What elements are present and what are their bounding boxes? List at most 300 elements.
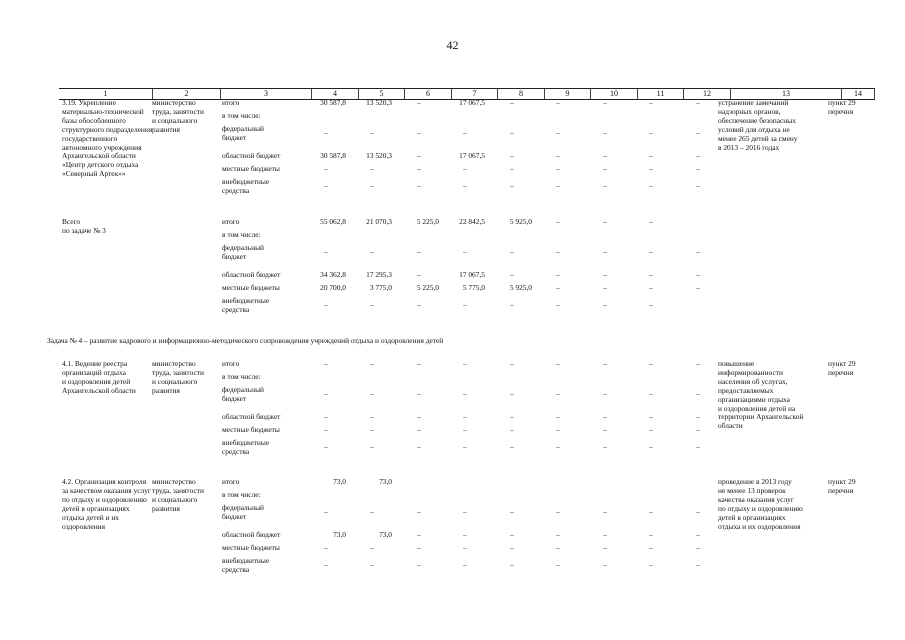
column-header-11: 11 <box>637 89 683 99</box>
funding-source-label <box>222 360 239 369</box>
funding-source-label <box>222 152 280 161</box>
table-cell-value: – <box>649 164 653 173</box>
link-reference-line: пункт 29 <box>828 98 856 107</box>
expected-result-line: устранение замечаний <box>718 98 789 107</box>
table-cell-value: – <box>324 164 328 173</box>
table-cell-value: – <box>370 389 374 398</box>
funding-source-label-line: федеральный <box>222 503 264 512</box>
table-cell-value: – <box>649 270 653 279</box>
table-cell-value: – <box>324 507 328 516</box>
funding-source-label <box>222 491 261 500</box>
table-cell-value: – <box>324 300 328 309</box>
measure-name-line: 4.2. Организация контроля <box>62 477 147 486</box>
table-cell-value: – <box>556 543 560 552</box>
measure-name-line: организаций отдыха <box>62 367 126 377</box>
table-cell-value: – <box>696 283 700 292</box>
column-header-1: 1 <box>103 89 108 98</box>
table-cell-value: – <box>417 300 421 309</box>
table-cell-value: – <box>324 442 328 451</box>
table-cell-value: – <box>556 412 560 421</box>
table-cell-value: 17 067,5 <box>459 270 485 279</box>
responsible-executor-line: министерство <box>152 98 196 107</box>
table-cell-value: – <box>417 507 421 516</box>
table-cell-value: – <box>649 389 653 398</box>
table-cell-value: – <box>696 530 700 539</box>
table-cell-value: 55 062,8 <box>320 217 346 226</box>
funding-source-label-line: средства <box>222 446 250 456</box>
funding-source-label <box>222 439 269 457</box>
measure-name-line: по отдыху и оздоровлению <box>62 494 147 504</box>
table-cell-value: – <box>603 359 607 368</box>
table-cell-value: – <box>556 164 560 173</box>
table-cell-value: – <box>417 560 421 569</box>
expected-result-line: и оздоровления детей на <box>718 403 796 413</box>
funding-source-label-line: федеральный <box>222 124 264 133</box>
table-cell-value: – <box>696 359 700 368</box>
link-reference-line: пункт 29 <box>828 477 856 486</box>
measure-name-line: «Центр детского отдыха <box>62 160 139 170</box>
expected-result-line: отдыха и их оздоровления <box>718 521 801 531</box>
measure-name-line: государственного <box>62 133 118 143</box>
table-cell-value: – <box>463 507 467 516</box>
column-header-10: 10 <box>590 89 637 99</box>
responsible-executor-line: труда, занятости <box>152 106 204 116</box>
table-cell-value: – <box>510 164 514 173</box>
table-cell-value: – <box>510 530 514 539</box>
expected-result-line: территории Архангельской <box>718 412 804 422</box>
funding-source-label <box>222 165 280 174</box>
link-reference-line: перечня <box>828 485 854 495</box>
table-cell-value: – <box>324 412 328 421</box>
table-cell-value: 5 925,0 <box>509 283 532 292</box>
funding-source-label-line: федеральный <box>222 385 264 394</box>
measure-name-line: детей в организациях <box>62 503 130 513</box>
responsible-executor-line: министерство <box>152 477 196 486</box>
table-cell-value: – <box>696 128 700 137</box>
funding-source-label-line: бюджет <box>222 393 247 403</box>
funding-source-label <box>222 504 264 522</box>
funding-source-label-line: внебюджетные <box>222 438 270 447</box>
responsible-executor <box>152 99 204 135</box>
table-cell-value: – <box>603 530 607 539</box>
expected-result-line: не менее 13 проверок <box>718 485 786 495</box>
funding-source-label <box>222 297 269 315</box>
expected-result-line: организациями отдыха <box>718 394 790 404</box>
funding-source-label-line: областной бюджет <box>222 412 281 421</box>
expected-result-line: повышение <box>718 359 755 368</box>
table-cell-value: – <box>603 98 607 107</box>
column-header-14: 14 <box>841 89 875 99</box>
expected-result-line: условий для отдыха не <box>718 124 790 134</box>
table-cell-value: – <box>696 151 700 160</box>
link-reference <box>828 99 856 117</box>
responsible-executor <box>152 360 204 396</box>
table-cell-value: – <box>417 412 421 421</box>
expected-result-line: обеспечение безопасных <box>718 115 796 125</box>
funding-source-label-line: в том числе: <box>222 230 261 239</box>
table-cell-value: – <box>324 359 328 368</box>
table-cell-value: – <box>556 128 560 137</box>
funding-source-label-line: местные бюджеты <box>222 164 280 173</box>
funding-source-label-line: в том числе: <box>222 490 261 499</box>
expected-result <box>718 99 798 152</box>
table-cell-value: – <box>556 389 560 398</box>
table-cell-value: 22 842,5 <box>459 217 485 226</box>
table-cell-value: – <box>603 283 607 292</box>
table-cell-value: – <box>417 181 421 190</box>
link-reference-line: перечня <box>828 367 854 377</box>
funding-source-label <box>222 112 261 121</box>
table-cell-value: – <box>603 543 607 552</box>
funding-source-label <box>222 544 280 553</box>
table-cell-value: – <box>556 530 560 539</box>
table-cell-value: – <box>649 507 653 516</box>
measure-name-line: автономного учреждения <box>62 142 142 152</box>
table-cell-value: – <box>370 442 374 451</box>
table-cell-value: – <box>417 389 421 398</box>
funding-source-label <box>222 99 239 108</box>
measure-name-line: за качеством оказания услуг <box>62 485 151 495</box>
table-cell-value: – <box>417 543 421 552</box>
table-cell-value: – <box>510 98 514 107</box>
table-cell-value: – <box>370 560 374 569</box>
table-cell-value: – <box>324 247 328 256</box>
funding-source-label <box>222 125 264 143</box>
responsible-executor-line: и социального <box>152 376 198 386</box>
expected-result-line: области <box>718 421 743 431</box>
responsible-executor-line: министерство <box>152 359 196 368</box>
table-cell-value: – <box>510 560 514 569</box>
column-header-7: 7 <box>451 89 497 99</box>
measure-name-line: базы обособленного <box>62 115 126 125</box>
funding-source-label-line: средства <box>222 304 250 314</box>
funding-source-label-line: внебюджетные <box>222 556 270 565</box>
column-header-8: 8 <box>497 89 544 99</box>
table-cell-value: – <box>324 543 328 552</box>
responsible-executor-line: труда, занятости <box>152 367 204 377</box>
column-header-12: 12 <box>683 89 730 99</box>
funding-source-label-line: внебюджетные <box>222 296 270 305</box>
column-header-9: 9 <box>544 89 590 99</box>
table-cell-value: – <box>556 247 560 256</box>
table-cell-value: – <box>370 507 374 516</box>
responsible-executor-line: развития <box>152 385 180 395</box>
table-cell-value: – <box>603 270 607 279</box>
table-cell-value: – <box>696 164 700 173</box>
funding-source-label-line: итого <box>222 98 240 107</box>
funding-source-label-line: в том числе: <box>222 111 261 120</box>
table-cell-value: – <box>510 389 514 398</box>
funding-source-label <box>222 231 261 240</box>
table-cell-value: – <box>603 442 607 451</box>
funding-source-label-line: областной бюджет <box>222 530 281 539</box>
measure-name <box>62 360 136 396</box>
funding-source-label-line: средства <box>222 185 250 195</box>
table-cell-value: 3 775,0 <box>369 283 392 292</box>
table-cell-value: – <box>510 543 514 552</box>
table-cell-value: 30 587,8 <box>320 98 346 107</box>
expected-result-line: надзорных органов, <box>718 106 781 116</box>
table-cell-value: – <box>696 425 700 434</box>
table-cell-value: – <box>463 359 467 368</box>
table-cell-value: – <box>417 270 421 279</box>
funding-source-label <box>222 413 280 422</box>
funding-source-label-line: внебюджетные <box>222 177 270 186</box>
table-cell-value: – <box>603 128 607 137</box>
table-cell-value: – <box>556 217 560 226</box>
table-cell-value: 5 225,0 <box>416 217 439 226</box>
table-cell-value: – <box>417 128 421 137</box>
responsible-executor-line: развития <box>152 124 180 134</box>
table-cell-value: 20 700,0 <box>320 283 346 292</box>
table-cell-value: – <box>649 128 653 137</box>
table-cell-value: – <box>603 181 607 190</box>
table-cell-value: – <box>510 247 514 256</box>
table-cell-value: – <box>417 359 421 368</box>
funding-source-label-line: средства <box>222 564 250 574</box>
link-reference-line: пункт 29 <box>828 359 856 368</box>
funding-source-label <box>222 557 269 575</box>
table-cell-value: – <box>556 181 560 190</box>
funding-source-label <box>222 426 280 435</box>
table-cell-value: – <box>603 425 607 434</box>
table-cell-value: – <box>603 151 607 160</box>
table-cell-value: – <box>556 425 560 434</box>
table-cell-value: – <box>556 560 560 569</box>
table-cell-value: 73,0 <box>333 477 346 486</box>
table-cell-value: – <box>370 425 374 434</box>
table-cell-value: – <box>417 151 421 160</box>
measure-name-line: и оздоровления детей <box>62 376 131 386</box>
measure-name-line: Архангельской области <box>62 385 136 395</box>
table-cell-value: – <box>463 247 467 256</box>
table-cell-value: – <box>463 300 467 309</box>
table-cell-value: – <box>603 217 607 226</box>
link-reference <box>828 360 856 378</box>
table-cell-value: – <box>463 389 467 398</box>
measure-name-line: Архангельской области <box>62 151 136 161</box>
table-cell-value: – <box>370 412 374 421</box>
table-cell-value: – <box>556 151 560 160</box>
funding-source-label <box>222 218 239 227</box>
funding-source-label-line: областной бюджет <box>222 151 281 160</box>
measure-name <box>62 478 151 531</box>
funding-source-label-line: итого <box>222 477 240 486</box>
table-cell-value: – <box>417 530 421 539</box>
table-cell-value: 5 225,0 <box>416 283 439 292</box>
table-cell-value: – <box>649 425 653 434</box>
column-header-6: 6 <box>404 89 451 99</box>
table-cell-value: – <box>696 247 700 256</box>
funding-source-label <box>222 531 280 540</box>
funding-source-label-line: федеральный <box>222 243 264 252</box>
table-cell-value: – <box>649 412 653 421</box>
table-cell-value: – <box>324 128 328 137</box>
page-number: 42 <box>446 38 459 52</box>
expected-result-line: населения об услугах, <box>718 376 788 386</box>
column-header-13: 13 <box>730 89 841 99</box>
table-cell-value: – <box>417 164 421 173</box>
measure-name-line: «Северный Артек»» <box>62 169 126 179</box>
table-cell-value: – <box>696 181 700 190</box>
measure-name-line: 3.19. Укрепление <box>62 98 116 107</box>
table-cell-value: – <box>649 530 653 539</box>
expected-result-line: детей в организациях <box>718 512 786 522</box>
table-cell-value: 13 520,3 <box>366 151 392 160</box>
table-cell-value: – <box>696 442 700 451</box>
column-header-2: 2 <box>152 89 220 99</box>
table-cell-value: – <box>696 412 700 421</box>
table-cell-value: – <box>510 181 514 190</box>
funding-source-label <box>222 244 264 262</box>
table-cell-value: 5 925,0 <box>509 217 532 226</box>
table-cell-value: 34 362,8 <box>320 270 346 279</box>
table-cell-value: – <box>649 359 653 368</box>
table-cell-value: – <box>370 300 374 309</box>
funding-source-label-line: местные бюджеты <box>222 283 280 292</box>
expected-result <box>718 360 803 431</box>
responsible-executor <box>152 478 204 514</box>
funding-source-label-line: бюджет <box>222 251 247 261</box>
table-cell-value: – <box>556 359 560 368</box>
funding-source-label-line: итого <box>222 359 240 368</box>
funding-source-label-line: местные бюджеты <box>222 425 280 434</box>
funding-source-label-line: бюджет <box>222 132 247 142</box>
task-4-title: Задача № 4 – развитие кадрового и информационно-методического сопровождения учреждений отдыха и оздоровления детей <box>47 336 444 345</box>
table-cell-value: – <box>649 181 653 190</box>
table-cell-value: – <box>510 270 514 279</box>
table-cell-value: – <box>649 283 653 292</box>
table-cell-value: – <box>510 359 514 368</box>
funding-source-label-line: областной бюджет <box>222 270 281 279</box>
table-cell-value: – <box>556 507 560 516</box>
table-cell-value: – <box>463 442 467 451</box>
table-cell-value: – <box>463 543 467 552</box>
table-cell-value: – <box>603 164 607 173</box>
table-cell-value: – <box>556 98 560 107</box>
expected-result-line: проведение в 2013 году <box>718 477 792 486</box>
table-cell-value: 13 520,3 <box>366 98 392 107</box>
table-cell-value: – <box>696 98 700 107</box>
expected-result-line: по отдыху и оздоровлению <box>718 503 803 513</box>
table-cell-value: 73,0 <box>333 530 346 539</box>
funding-source-label <box>222 271 280 280</box>
funding-source-label <box>222 373 261 382</box>
table-cell-value: – <box>603 507 607 516</box>
table-cell-value: – <box>417 247 421 256</box>
table-cell-value: – <box>463 560 467 569</box>
table-cell-value: – <box>324 425 328 434</box>
table-cell-value: – <box>649 247 653 256</box>
table-cell-value: – <box>649 300 653 309</box>
table-cell-value: – <box>463 164 467 173</box>
table-cell-value: – <box>370 543 374 552</box>
table-cell-value: – <box>324 181 328 190</box>
table-cell-value: – <box>324 389 328 398</box>
table-cell-value: – <box>696 270 700 279</box>
table-cell-value: – <box>649 217 653 226</box>
responsible-executor-line: и социального <box>152 115 198 125</box>
table-cell-value: 17 067,5 <box>459 98 485 107</box>
table-cell-value: – <box>463 425 467 434</box>
table-cell-value: – <box>510 425 514 434</box>
table-cell-value: – <box>370 181 374 190</box>
table-cell-value: – <box>463 128 467 137</box>
table-cell-value: 21 070,3 <box>366 217 392 226</box>
table-cell-value: – <box>510 507 514 516</box>
measure-name-line: по задаче № 3 <box>62 225 106 235</box>
funding-source-label <box>222 178 269 196</box>
responsible-executor-line: развития <box>152 503 180 513</box>
table-cell-value: – <box>417 425 421 434</box>
link-reference-line: перечня <box>828 106 854 116</box>
table-cell-value: 73,0 <box>379 477 392 486</box>
funding-source-label-line: бюджет <box>222 511 247 521</box>
table-cell-value: – <box>649 543 653 552</box>
table-cell-value: – <box>370 247 374 256</box>
table-cell-value: – <box>603 300 607 309</box>
measure-name <box>62 218 106 236</box>
table-cell-value: – <box>603 247 607 256</box>
table-cell-value: – <box>696 389 700 398</box>
table-cell-value: – <box>696 560 700 569</box>
responsible-executor-line: труда, занятости <box>152 485 204 495</box>
table-cell-value: – <box>463 412 467 421</box>
table-cell-value: – <box>556 270 560 279</box>
expected-result <box>718 478 803 531</box>
table-cell-value: – <box>417 442 421 451</box>
funding-source-label-line: итого <box>222 217 240 226</box>
column-header-5: 5 <box>358 89 404 99</box>
expected-result-line: в 2013 – 2016 годах <box>718 142 780 152</box>
table-cell-value: – <box>556 283 560 292</box>
expected-result-line: предоставляемых <box>718 385 774 395</box>
table-cell-value: – <box>324 560 328 569</box>
table-cell-value: 17 295,3 <box>366 270 392 279</box>
table-cell-value: 73,0 <box>379 530 392 539</box>
measure-name <box>62 99 152 179</box>
table-cell-value: – <box>370 128 374 137</box>
table-cell-value: – <box>556 300 560 309</box>
table-cell-value: – <box>603 560 607 569</box>
expected-result-line: менее 265 детей за смену <box>718 133 798 143</box>
table-cell-value: – <box>696 543 700 552</box>
table-cell-value: – <box>649 151 653 160</box>
funding-source-label-line: в том числе: <box>222 372 261 381</box>
measure-name-line: структурного подразделения <box>62 124 153 134</box>
table-cell-value: – <box>603 412 607 421</box>
table-cell-value: 5 775,0 <box>462 283 485 292</box>
funding-source-label <box>222 386 264 404</box>
table-cell-value: – <box>463 530 467 539</box>
expected-result-line: информированности <box>718 367 783 377</box>
table-cell-value: – <box>696 507 700 516</box>
table-cell-value: – <box>510 300 514 309</box>
table-cell-value: – <box>649 98 653 107</box>
funding-source-label <box>222 284 280 293</box>
expected-result-line: качества оказания услуг <box>718 494 794 504</box>
funding-source-label-line: местные бюджеты <box>222 543 280 552</box>
table-cell-value: – <box>370 164 374 173</box>
table-cell-value: – <box>510 412 514 421</box>
table-cell-value: 30 587,8 <box>320 151 346 160</box>
table-cell-value: – <box>556 442 560 451</box>
table-cell-value: – <box>510 128 514 137</box>
table-cell-value: – <box>510 442 514 451</box>
link-reference <box>828 478 856 496</box>
measure-name-line: отдыха детей и их <box>62 512 119 522</box>
table-cell-value: – <box>463 181 467 190</box>
